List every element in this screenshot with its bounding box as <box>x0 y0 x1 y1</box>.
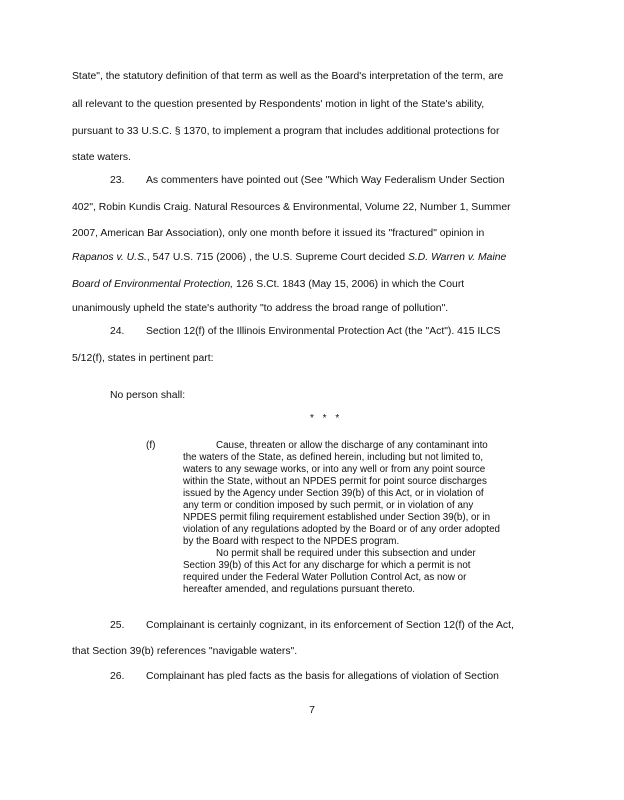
body-line: 402", Robin Kundis Craig. Natural Resources & Environmental, Volume 22, Number 1, Summer <box>72 202 511 213</box>
ellipsis-stars: * * * <box>310 413 343 424</box>
body-line: state waters. <box>72 152 131 163</box>
quote-line: violation of any regulations adopted by the Board or of any order adopted <box>183 524 500 535</box>
page-number: 7 <box>309 704 315 716</box>
body-line <box>72 278 552 291</box>
body-line: unanimously upheld the state's authority "to address the broad range of pollution". <box>72 303 449 314</box>
body-line: that Section 39(b) references "navigable waters". <box>72 646 298 657</box>
case-citation: Board of Environmental Protection, <box>72 279 234 290</box>
body-line: Complainant has pled facts as the basis for allegations of violation of Section <box>146 671 499 682</box>
citation-text: , 547 U.S. 715 (2006) , the U.S. Supreme Court decided <box>146 252 408 263</box>
quote-line: No permit shall be required under this subsection and under <box>216 548 476 559</box>
quote-line: Section 39(b) of this Act for any discharge for which a permit is not <box>183 560 471 571</box>
body-line: pursuant to 33 U.S.C. § 1370, to implement a program that includes additional protections for <box>72 126 500 137</box>
quote-line: any term or condition imposed by such permit, or in violation of any <box>183 500 474 511</box>
quote-line: within the State, without an NPDES permit for point source discharges <box>183 476 487 487</box>
citation-text: 126 S.Ct. 1843 (May 15, 2006) in which the Court <box>233 279 465 290</box>
body-line: all relevant to the question presented by Respondents' motion in light of the State's ability, <box>72 99 485 110</box>
case-citation: Rapanos v. U.S. <box>72 252 147 263</box>
quote-line: hereafter amended, and regulations pursuant thereto. <box>183 584 416 595</box>
paragraph-number: 23. <box>110 175 125 186</box>
paragraph-number: 26. <box>110 671 125 682</box>
quote-line: waters to any sewage works, or into any well or from any point source <box>183 464 486 475</box>
quote-line: issued by the Agency under Section 39(b) of this Act, or in violation of <box>183 488 484 499</box>
quote-line: Cause, threaten or allow the discharge of any contaminant into <box>216 440 488 451</box>
body-line: Complainant is certainly cognizant, in its enforcement of Section 12(f) of the Act, <box>146 620 514 631</box>
paragraph-number: 25. <box>110 620 125 631</box>
body-line: 2007, American Bar Association), only one month before it issued its "fractured" opinion in <box>72 228 485 239</box>
body-line: As commenters have pointed out (See "Which Way Federalism Under Section <box>146 175 505 186</box>
quote-line: the waters of the State, as defined herein, including but not limited to, <box>183 452 484 463</box>
case-citation: S.D. Warren v. Maine <box>407 252 507 263</box>
body-line: Section 12(f) of the Illinois Environmental Protection Act (the "Act"). 415 ILCS <box>146 326 501 337</box>
body-line <box>72 251 552 264</box>
quote-line: required under the Federal Water Pollution Control Act, as now or <box>183 572 467 583</box>
quote-line: NPDES permit filing requirement established under Section 39(b), or in <box>183 512 491 523</box>
paragraph-number: 24. <box>110 326 125 337</box>
body-line: 5/12(f), states in pertinent part: <box>72 353 214 364</box>
body-line: State", the statutory definition of that term as well as the Board's interpretation of the term, are <box>72 71 504 82</box>
subsection-label: (f) <box>146 440 156 451</box>
quote-line: by the Board with respect to the NPDES program. <box>183 536 400 547</box>
quote-intro: No person shall: <box>110 390 186 401</box>
